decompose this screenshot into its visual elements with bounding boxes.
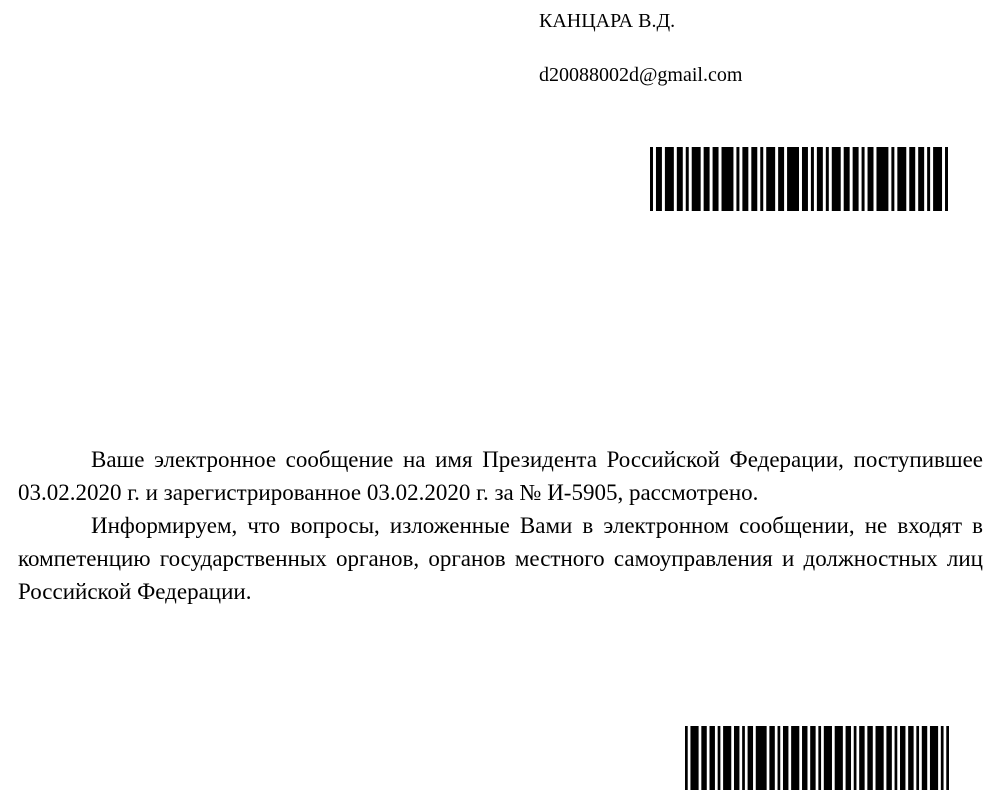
- barcode-bar: [718, 726, 721, 790]
- barcode-bar: [704, 147, 710, 211]
- letter-paragraph: Ваше электронное сообщение на имя Президента Российской Федерации, поступившее 03.02.2020 г. и зарегистрированное 03.02.2020 г. за № И-5905, рассмотрено.: [18, 447, 983, 505]
- barcode-bar: [854, 726, 857, 790]
- barcode-bar: [930, 726, 938, 790]
- barcode-bar: [722, 147, 734, 211]
- barcode-bar: [769, 726, 774, 790]
- barcode-bar: [756, 726, 767, 790]
- letter-paragraph: Информируем, что вопросы, изложенные Вами в электронном сообщении, не входят в компетенцию государственных органов, органов местного самоуправления и должностных лиц Российской Федерации.: [18, 513, 983, 604]
- addressee-name: КАНЦАРА В.Д.: [539, 10, 676, 32]
- barcode-bar: [832, 147, 841, 211]
- barcode-bar: [736, 147, 739, 211]
- barcode-bar: [677, 147, 683, 211]
- barcode-bar: [844, 147, 850, 211]
- barcode-bar: [742, 726, 745, 790]
- barcode-bar: [853, 147, 859, 211]
- barcode-bar: [783, 726, 788, 790]
- barcode-bar: [709, 726, 714, 790]
- barcode-bar: [868, 147, 874, 211]
- barcode-bar: [846, 726, 851, 790]
- barcode-bar: [778, 726, 781, 790]
- barcode-bar: [748, 726, 753, 790]
- barcode-bar: [876, 726, 884, 790]
- letter-body: [18, 443, 983, 608]
- barcode-bar: [826, 147, 829, 211]
- barcode-bar: [701, 726, 706, 790]
- barcode-bar: [859, 726, 864, 790]
- barcode-bar: [946, 726, 949, 790]
- barcode-bar: [656, 147, 662, 211]
- barcode-bar: [918, 147, 924, 211]
- barcode-bar: [686, 147, 689, 211]
- barcode-bar: [751, 147, 757, 211]
- barcode-bar: [909, 147, 915, 211]
- barcode-bar: [685, 726, 688, 790]
- barcode-bar: [692, 147, 701, 211]
- barcode-bar: [922, 726, 927, 790]
- barcode-bar: [941, 726, 944, 790]
- barcode-bar: [891, 147, 894, 211]
- barcode-bar: [897, 147, 906, 211]
- barcode-bar: [734, 726, 739, 790]
- barcode-bar: [824, 726, 832, 790]
- barcode-bar: [867, 726, 872, 790]
- addressee-block: [539, 9, 742, 87]
- barcode-bar: [742, 147, 748, 211]
- barcode-bar: [862, 147, 865, 211]
- barcode-bar: [876, 147, 888, 211]
- barcode-bar: [802, 147, 808, 211]
- barcode-bar: [778, 147, 784, 211]
- barcode-bar: [895, 726, 898, 790]
- barcode-bar: [723, 726, 731, 790]
- barcode-bar: [886, 726, 891, 790]
- barcode-bar: [787, 147, 799, 211]
- barcode-top: [650, 147, 948, 211]
- barcode-bar: [817, 147, 823, 211]
- barcode-bottom: [685, 726, 949, 790]
- addressee-email: d20088002d@gmail.com: [539, 64, 743, 86]
- barcode-bar: [802, 726, 807, 790]
- barcode-bar: [665, 147, 674, 211]
- barcode-bar: [766, 147, 775, 211]
- barcode-bar: [933, 147, 942, 211]
- barcode-bar: [927, 147, 930, 211]
- barcode-bar: [811, 147, 814, 211]
- barcode-bar: [835, 726, 843, 790]
- barcode-bar: [713, 147, 719, 211]
- barcode-bar: [900, 726, 905, 790]
- barcode-bar: [908, 726, 913, 790]
- barcode-bar: [810, 726, 815, 790]
- barcode-bar: [818, 726, 821, 790]
- barcode-bar: [650, 147, 653, 211]
- barcode-bar: [690, 726, 698, 790]
- barcode-bar: [791, 726, 799, 790]
- barcode-bar: [945, 147, 948, 211]
- barcode-bar: [916, 726, 919, 790]
- barcode-bar: [760, 147, 763, 211]
